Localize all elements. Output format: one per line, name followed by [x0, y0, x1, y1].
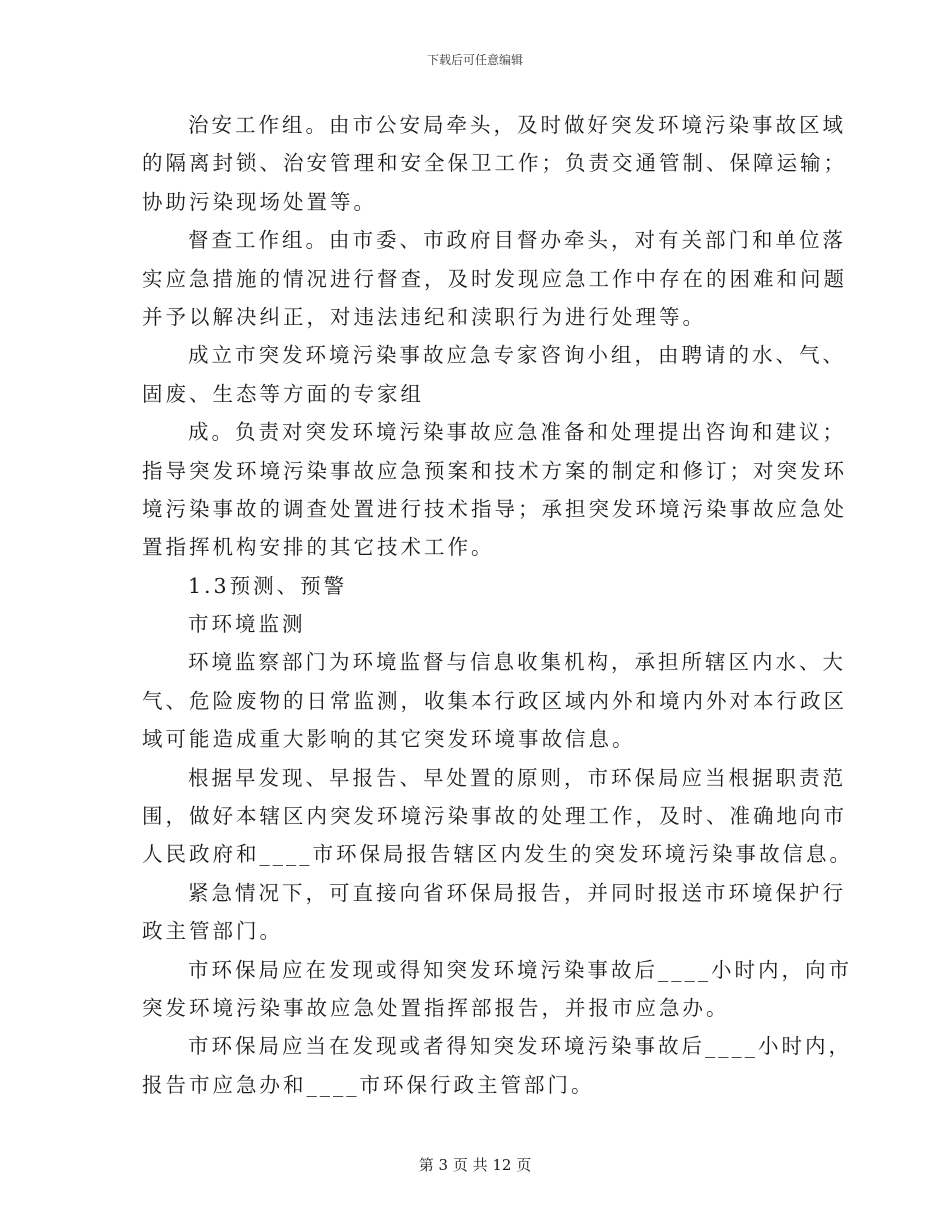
paragraph-line: 治安工作组。由市公安局牵头，及时做好突发环境污染事故区域	[188, 113, 846, 137]
paragraph-line: 成。负责对突发环境污染事故应急准备和处理提出咨询和建议；	[188, 420, 846, 445]
paragraph-line: 突发环境污染事故应急处置指挥部报告，并报市应急办。	[142, 995, 730, 1020]
page-number: 第 3 页 共 12 页	[418, 1156, 532, 1174]
header-note: 下载后可任意编辑	[426, 53, 523, 67]
paragraph-line: 的隔离封锁、治安管理和安全保卫工作；负责交通管制、保障运输；	[142, 151, 847, 176]
paragraph-line: 协助污染现场处置等。	[142, 189, 377, 214]
document-body	[142, 106, 853, 1104]
paragraph-line: 域可能造成重大影响的其它突发环境事故信息。	[142, 727, 636, 752]
paragraph-line: 气、危险废物的日常监测，收集本行政区域内外和境内外对本行政区	[142, 688, 847, 713]
paragraph-line: 根据早发现、早报告、早处置的原则，市环保局应当根据职责范	[188, 765, 846, 790]
paragraph-line: 人民政府和____市环保局报告辖区内发生的突发环境污染事故信息。	[142, 842, 853, 867]
paragraph-line: 政主管部门。	[142, 919, 283, 944]
paragraph-line: 境污染事故的调查处置进行技术指导；承担突发环境污染事故应急处	[142, 496, 847, 521]
subsection-heading: 市环境监测	[188, 612, 306, 637]
paragraph-line: 紧急情况下，可直接向省环保局报告，并同时报送市环境保护行	[188, 880, 846, 905]
paragraph-line: 市环保局应当在发现或者得知突发环境污染事故后____小时内，	[188, 1034, 852, 1059]
section-heading: 1.3预测、预警	[188, 573, 348, 598]
paragraph-line: 报告市应急办和____市环保行政主管部门。	[142, 1072, 595, 1097]
paragraph-line: 固废、生态等方面的专家组	[142, 381, 424, 406]
paragraph-line: 并予以解决纠正，对违法违纪和渎职行为进行处理等。	[142, 304, 706, 329]
paragraph-line: 市环保局应在发现或得知突发环境污染事故后____小时内，向市	[188, 957, 852, 982]
paragraph-line: 成立市突发环境污染事故应急专家咨询小组，由聘请的水、气、	[188, 343, 846, 368]
paragraph-line: 指导突发环境污染事故应急预案和技术方案的制定和修订；对突发环	[142, 458, 847, 483]
paragraph-line: 置指挥机构安排的其它技术工作。	[142, 535, 495, 560]
paragraph-line: 环境监察部门为环境监督与信息收集机构，承担所辖区内水、大	[188, 650, 846, 675]
paragraph-line: 督查工作组。由市委、市政府目督办牵头，对有关部门和单位落	[188, 228, 846, 253]
paragraph-line: 围，做好本辖区内突发环境污染事故的处理工作，及时、准确地向市	[142, 804, 847, 829]
paragraph-line: 实应急措施的情况进行督查，及时发现应急工作中存在的困难和问题	[142, 266, 847, 291]
